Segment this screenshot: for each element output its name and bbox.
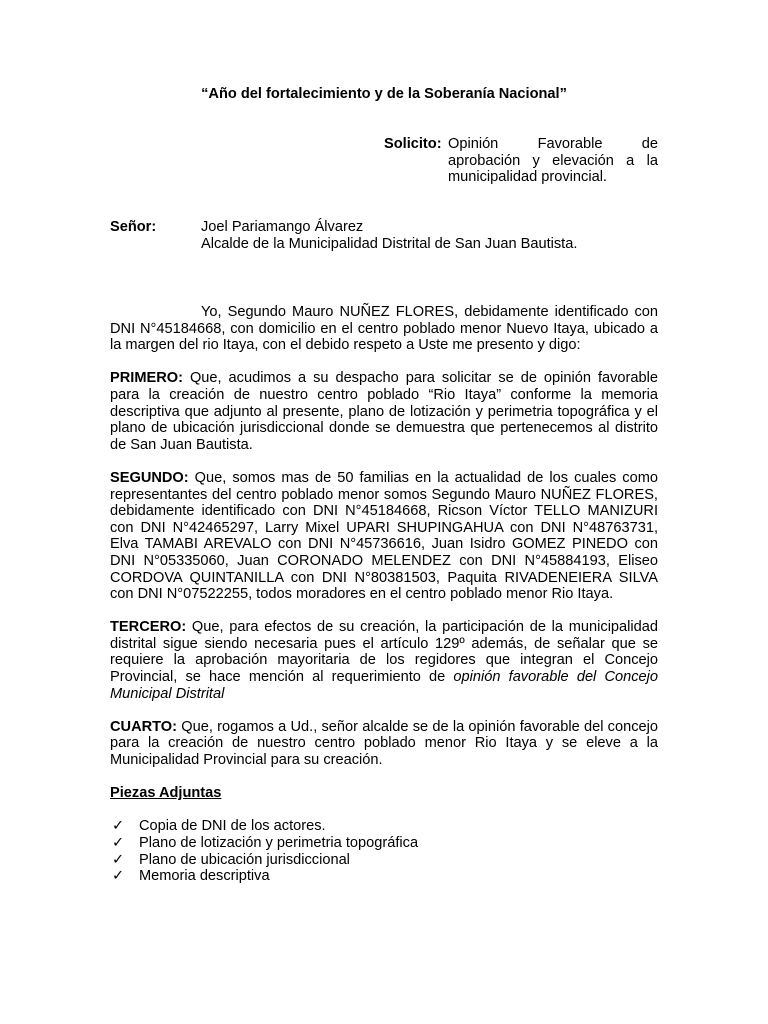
cuarto-text: Que, rogamos a Ud., señor alcalde se de la opinión favorable del concejo para la creación de nuestro centro poblado menor Rio Itaya y se eleve a la Municipalidad Provincial para su creación. [110, 718, 658, 769]
document-page [110, 0, 658, 1024]
tercero-label: TERCERO: [110, 619, 187, 636]
document-motto: “Año del fortalecimiento y de la Soberanía Nacional” [201, 86, 567, 102]
attachment-label: Copia de DNI de los actores. [139, 818, 326, 835]
attachments-list [110, 818, 658, 884]
list-item [110, 818, 658, 835]
checkmark-icon: ✓ [112, 868, 125, 885]
checkmark-icon: ✓ [112, 835, 125, 851]
segundo-paragraph [110, 470, 658, 603]
cuarto-paragraph [110, 719, 658, 769]
request-label: Solicito: [384, 136, 442, 152]
primero-text: Que, acudimos a su despacho para solicitar se de opinión favorable para la creación de nuestro centro poblado “Rio Itaya” conforme la memoria descriptiva que adjunto al presente, plano de lotización y perimetria topográfica y el plano de ubicación jurisdiccional donde se demuestra que pertenecemos al distrito de San Juan Bautista. [110, 370, 658, 453]
segundo-label: SEGUNDO: [110, 469, 189, 486]
request-value: Opinión Favorable de aprobación y elevación a la municipalidad provincial. [448, 136, 658, 186]
attachments-title: Piezas Adjuntas [110, 785, 222, 802]
addressee-title: Alcalde de la Municipalidad Distrital de San Juan Bautista. [201, 235, 578, 252]
addressee-block [110, 219, 658, 252]
list-item [110, 835, 658, 852]
addressee-label: Señor: [110, 219, 157, 235]
tercero-text: Que, para efectos de su creación, la participación de la municipalidad distrital sigue siendo necesaria pues el artículo 129º además, de señalar que se requiere la aprobación mayoritaria de los regidores que integran el Concejo Provincial, se hace mención al requerimiento de [110, 619, 658, 686]
addressee-details [201, 219, 658, 252]
segundo-text: Que, somos mas de 50 familias en la actualidad de los cuales como representantes del centro poblado menor somos Segundo Mauro NUÑEZ FLORES, debidamente identificado con DNI N°45184668, Ricson Víctor TELLO MANIZURI con DNI N°42465297, Larry Mixel UPARI SHUPINGAHUA con DNI N°48763731, Elva TAMABI AREVALO con DNI N°45736616, Juan Isidro GOMEZ PINEDO con DNI N°05335060, Juan CORONADO MELENDEZ con DNI N°45884193, Eliseo CORDOVA QUINTANILLA con DNI N°80381503, Paquita RIVADENEIERA SILVA con DNI N°07522255, todos moradores en el centro poblado menor Rio Itaya. [110, 469, 658, 603]
list-item [110, 868, 658, 885]
tercero-paragraph [110, 619, 658, 702]
checkmark-icon: ✓ [112, 851, 125, 868]
request-block [384, 136, 658, 186]
attachment-label: Plano de lotización y perimetria topográfica [139, 835, 419, 851]
attachment-label: Plano de ubicación jurisdiccional [139, 851, 350, 868]
checkmark-icon: ✓ [112, 818, 125, 835]
primero-paragraph [110, 370, 658, 453]
tercero-emphasis: opinión favorable del Concejo Municipal Distrital [110, 669, 658, 702]
primero-label: PRIMERO: [110, 370, 183, 387]
document-body [110, 304, 658, 885]
attachment-label: Memoria descriptiva [139, 868, 270, 885]
addressee-name: Joel Pariamango Álvarez [201, 219, 364, 235]
cuarto-label: CUARTO: [110, 718, 178, 735]
intro-paragraph: Yo, Segundo Mauro NUÑEZ FLORES, debidamente identificado con DNI N°45184668, con domicilio en el centro poblado menor Nuevo Itaya, ubicado a la margen del rio Itaya, con el debido respeto a Uste me presento y digo: [110, 304, 658, 354]
list-item [110, 852, 658, 869]
